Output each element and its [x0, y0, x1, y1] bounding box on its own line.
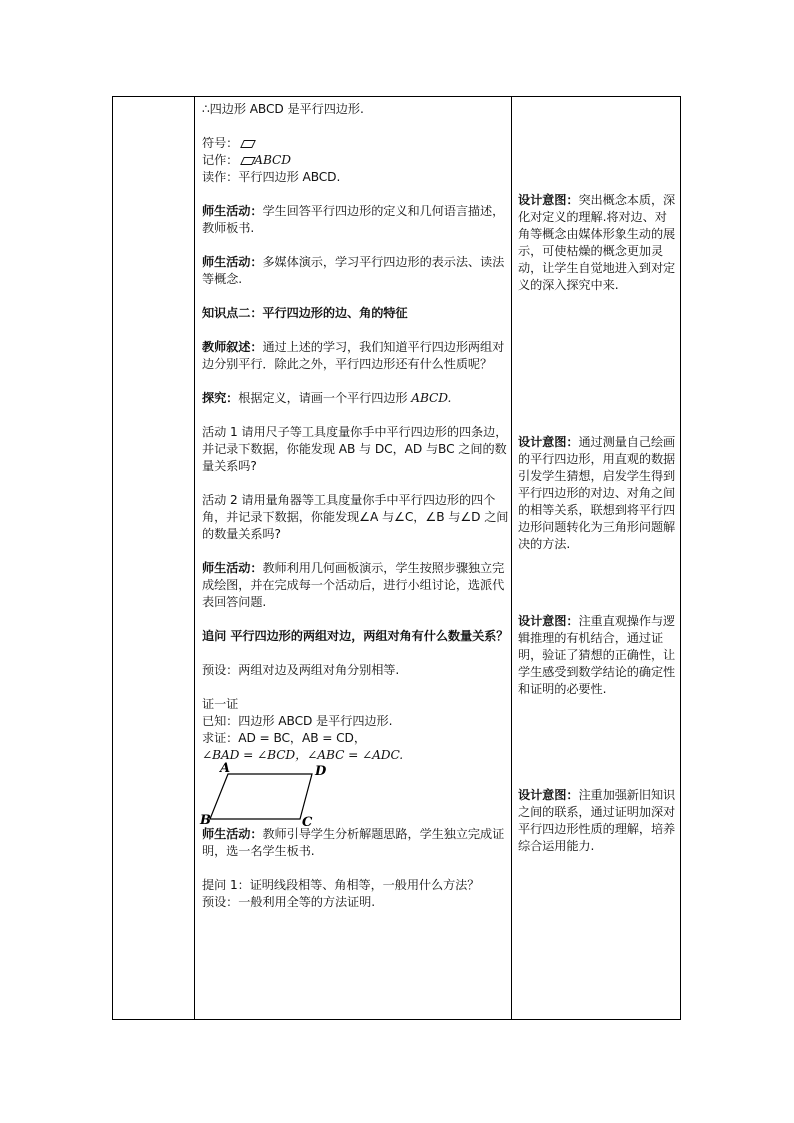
conclusion-line: ∴四边形 ABCD 是平行四边形.	[202, 102, 364, 116]
design-intent-1: 设计意图：突出概念本质，深化对定义的理解.将对边、对角等概念由媒体形象生动的展示，可使枯燥的概念更加灵动，让学生自觉地进入到对定义的深入探究中来.	[518, 193, 676, 292]
question-paragraph: 提问 1：证明线段相等、角相等，一般用什么方法？	[202, 878, 480, 892]
task-paragraph: 活动 2 请用量角器等工具度量你手中平行四边形的四个角，并记录下数据，你能发现∠A 与∠C，∠B 与∠D 之间的数量关系吗?	[202, 493, 509, 541]
parallelogram-figure	[200, 761, 342, 830]
given-line: 已知：四边形 ABCD 是平行四边形.	[202, 714, 393, 728]
design-intent-2: 设计意图：通过测量自己绘画的平行四边形，用直观的数据引发学生猜想，启发学生得到平行四边形的对边、对角之间的相等关系，联想到将平行四边形问题转化为三角形问题解决的方法.	[518, 435, 676, 551]
task-paragraph: 活动 1 请用尺子等工具度量你手中平行四边形的四条边，并记录下数据，你能发现 AB 与 DC，AD 与BC 之间的数量关系吗?	[202, 425, 508, 473]
design-intent-3: 设计意图：注重直观操作与逻辑推理的有机结合，通过证明，验证了猜想的正确性，让学生感受到数学结论的确定性和证明的必要性.	[518, 614, 676, 696]
prove-line: ∠BAD = ∠BCD，∠ABC = ∠ADC.	[202, 748, 404, 762]
column-divider	[194, 97, 195, 1019]
preset-line: 预设：两组对边及两组对角分别相等.	[202, 663, 400, 677]
reading-line: 读作：平行四边形 ABCD.	[202, 170, 341, 184]
prove-line: 求证：AD = BC，AB = CD，	[202, 731, 366, 745]
activity-paragraph: 师生活动：学生回答平行四边形的定义和几何语言描述，教师板书.	[202, 204, 505, 235]
lesson-content	[202, 101, 512, 911]
preset-line: 预设：一般利用全等的方法证明.	[202, 895, 375, 909]
followup-paragraph: 追问 平行四边形的两组对边，两组对角有什么数量关系？	[202, 629, 509, 643]
vertex-label-a: A	[220, 761, 230, 776]
activity-paragraph: 师生活动：教师利用几何画板演示，学生按照步骤独立完成绘图，并在完成每一个活动后，进行小组讨论，选派代表回答问题.	[202, 561, 505, 609]
proof-title: 证一证	[202, 697, 239, 711]
lesson-table	[112, 96, 681, 1020]
symbol-line: 符号：	[202, 135, 512, 152]
narrative-paragraph: 教师叙述：通过上述的学习，我们知道平行四边形两组对边分别平行．除此之外，平行四边形还有什么性质呢？	[202, 340, 505, 371]
section-title: 知识点二：平行四边形的边、角的特征	[202, 306, 408, 320]
vertex-label-c: C	[302, 815, 313, 830]
vertex-label-b: B	[200, 813, 211, 828]
design-intent-4: 设计意图：注重加强新旧知识之间的联系，通过证明加深对平行四边形性质的理解，培养综合运用能力.	[518, 788, 676, 853]
activity-paragraph: 师生活动：教师引导学生分析解题思路，学生独立完成证明，选一名学生板书.	[202, 827, 505, 858]
parallelogram-shape	[210, 774, 312, 819]
notation-line: 记作： ABCD	[202, 153, 291, 167]
parallelogram-symbol-icon	[240, 140, 256, 148]
explore-paragraph: 探究：根据定义，请画一个平行四边形 ABCD.	[202, 391, 452, 405]
activity-paragraph: 师生活动：多媒体演示，学习平行四边形的表示法、读法等概念.	[202, 255, 505, 286]
vertex-label-d: D	[315, 764, 327, 779]
